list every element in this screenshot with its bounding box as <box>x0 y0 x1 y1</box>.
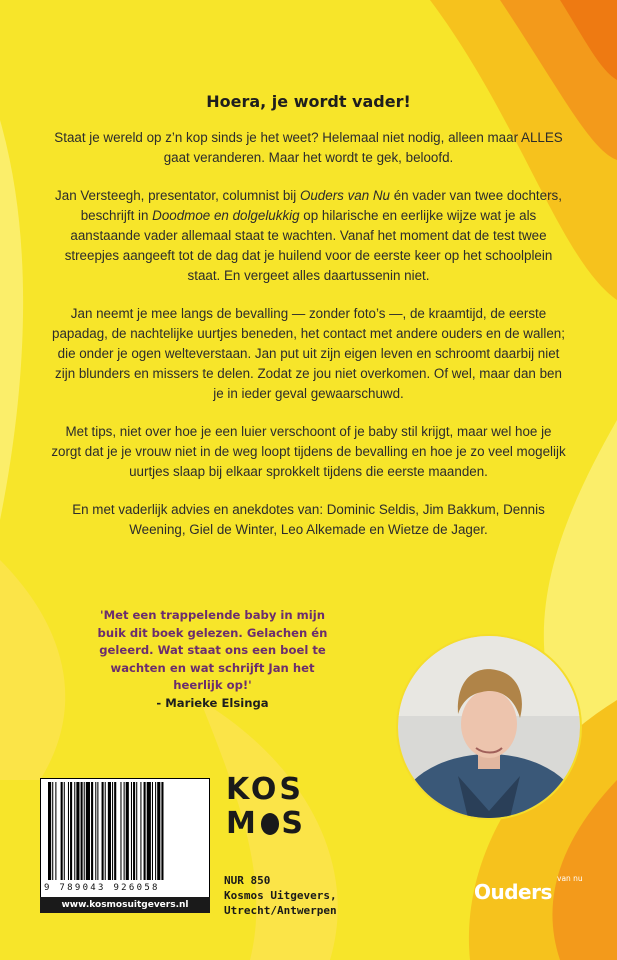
barcode-bar <box>152 782 153 880</box>
blurb-run: Met tips, niet over hoe je een luier verschoont of je baby stil krijgt, maar wel hoe je zorgt dat je je vrouw niet in de weg loopt tijdens de bevalling en hoe je zo veel mogelijk uurtjes slaap bij elkaar sprokkelt tijdens die eerste maanden. <box>51 424 566 479</box>
barcode-bar <box>133 782 135 880</box>
blurb-italic-run: Ouders van Nu <box>299 188 390 203</box>
cover-title: Hoera, je wordt vader! <box>206 92 411 111</box>
barcode-bar <box>157 782 160 880</box>
publisher-url: www.kosmosuitgevers.nl <box>40 897 210 913</box>
publisher-location: Utrecht/Antwerpen <box>224 904 337 917</box>
barcode-bar <box>76 782 79 880</box>
barcode-bar <box>61 782 63 880</box>
barcode-bar <box>124 782 125 880</box>
barcode-bar <box>86 782 90 880</box>
barcode-bar <box>114 782 116 880</box>
isbn-digits: 9 789043 926058 <box>44 883 160 893</box>
blurb-paragraph <box>50 500 567 540</box>
barcode-bar <box>95 782 96 880</box>
barcode-bar <box>105 782 106 880</box>
ouders-logo-main: Ouders <box>474 880 552 904</box>
barcode <box>42 782 208 882</box>
blurb-paragraph <box>50 128 567 168</box>
barcode-bar <box>68 782 69 880</box>
blurb-run: Jan neemt je mee langs de bevalling — zonder foto’s —, de kraamtijd, de eerste papadag, de nachtelijke uurtjes beneden, het contact met andere ouders en de wallen; die onder je ogen welteverstaan. Jan put uit zijn eigen leven en schroomt daarbij niet zijn blunders en missers te delen. Zodat ze jou niet overkomen. Of wel, maar dan ben je in ieder geval gewaarschuwd. <box>52 306 565 401</box>
ouders-logo-sub: van nu <box>557 874 583 883</box>
blurb-run: én vader van twee dochters, beschrijft in <box>80 188 562 223</box>
barcode-bar <box>74 782 75 880</box>
kosmos-logo-dot <box>261 813 280 835</box>
publisher-name: Kosmos Uitgevers, <box>224 889 337 902</box>
quote-author: - Marieke Elsinga <box>156 695 269 710</box>
barcode-bar <box>155 782 156 880</box>
blurb-run: Jan Versteegh, presentator, columnist bij <box>55 188 300 203</box>
barcode-bar <box>131 782 132 880</box>
barcode-bar <box>161 782 163 880</box>
barcode-bar <box>112 782 113 880</box>
review-quote <box>90 607 335 713</box>
blurb-paragraph <box>50 186 567 286</box>
ouders-van-nu-logo <box>474 874 584 914</box>
blurb-paragraph <box>50 304 567 404</box>
barcode-bar <box>126 782 129 880</box>
kosmos-logo-m: M <box>226 806 259 841</box>
blurb-text <box>50 128 567 558</box>
barcode-bar <box>70 782 72 880</box>
blurb-run: En met vaderlijk advies en anekdotes van: Dominic Seldis, Jim Bakkum, Dennis Weening, Giel de Winter, Leo Alkemade en Wietze de Jager. <box>72 502 545 537</box>
kosmos-logo <box>226 773 306 841</box>
barcode-bar <box>136 782 137 880</box>
blurb-run: Staat je wereld op z’n kop sinds je het weet? Helemaal niet nodig, alleen maar ALLES gaat veranderen. Maar het wordt te gek, beloofd. <box>54 130 563 165</box>
nur-code: NUR 850 <box>224 874 271 887</box>
barcode-bar <box>48 782 51 880</box>
barcode-bar <box>140 782 141 880</box>
barcode-bar <box>97 782 98 880</box>
barcode-bar <box>55 782 56 880</box>
barcode-bar <box>64 782 65 880</box>
barcode-bar <box>81 782 83 880</box>
barcode-bar <box>52 782 53 880</box>
barcode-bar <box>84 782 85 880</box>
barcode-bar <box>108 782 111 880</box>
barcode-bar <box>147 782 151 880</box>
kosmos-logo-row1: KOS <box>226 772 305 807</box>
barcode-bar <box>102 782 104 880</box>
blurb-run: op hilarische en eerlijke wijze wat je als aanstaande vader allemaal staat te wachten. Vanaf het moment dat de test twee streepjes aangeeft tot de dag dat je huilend voor de eerste keer op het schoolplein staat. En vergeet alles daartussenin niet. <box>64 208 553 283</box>
blurb-italic-run: Doodmoe en dolgelukkig <box>152 208 300 223</box>
kosmos-logo-s: S <box>281 806 306 841</box>
barcode-bar <box>91 782 93 880</box>
quote-text: 'Met een trappelende baby in mijn buik dit boek gelezen. Gelachen én geleerd. Wat staat ons een boel te wachten en wat schrijft Jan het heerlijk op!' <box>97 608 328 693</box>
barcode-bar <box>120 782 121 880</box>
author-photo <box>396 634 582 820</box>
barcode-bar <box>144 782 146 880</box>
publisher-info <box>224 873 444 918</box>
blurb-paragraph <box>50 422 567 482</box>
